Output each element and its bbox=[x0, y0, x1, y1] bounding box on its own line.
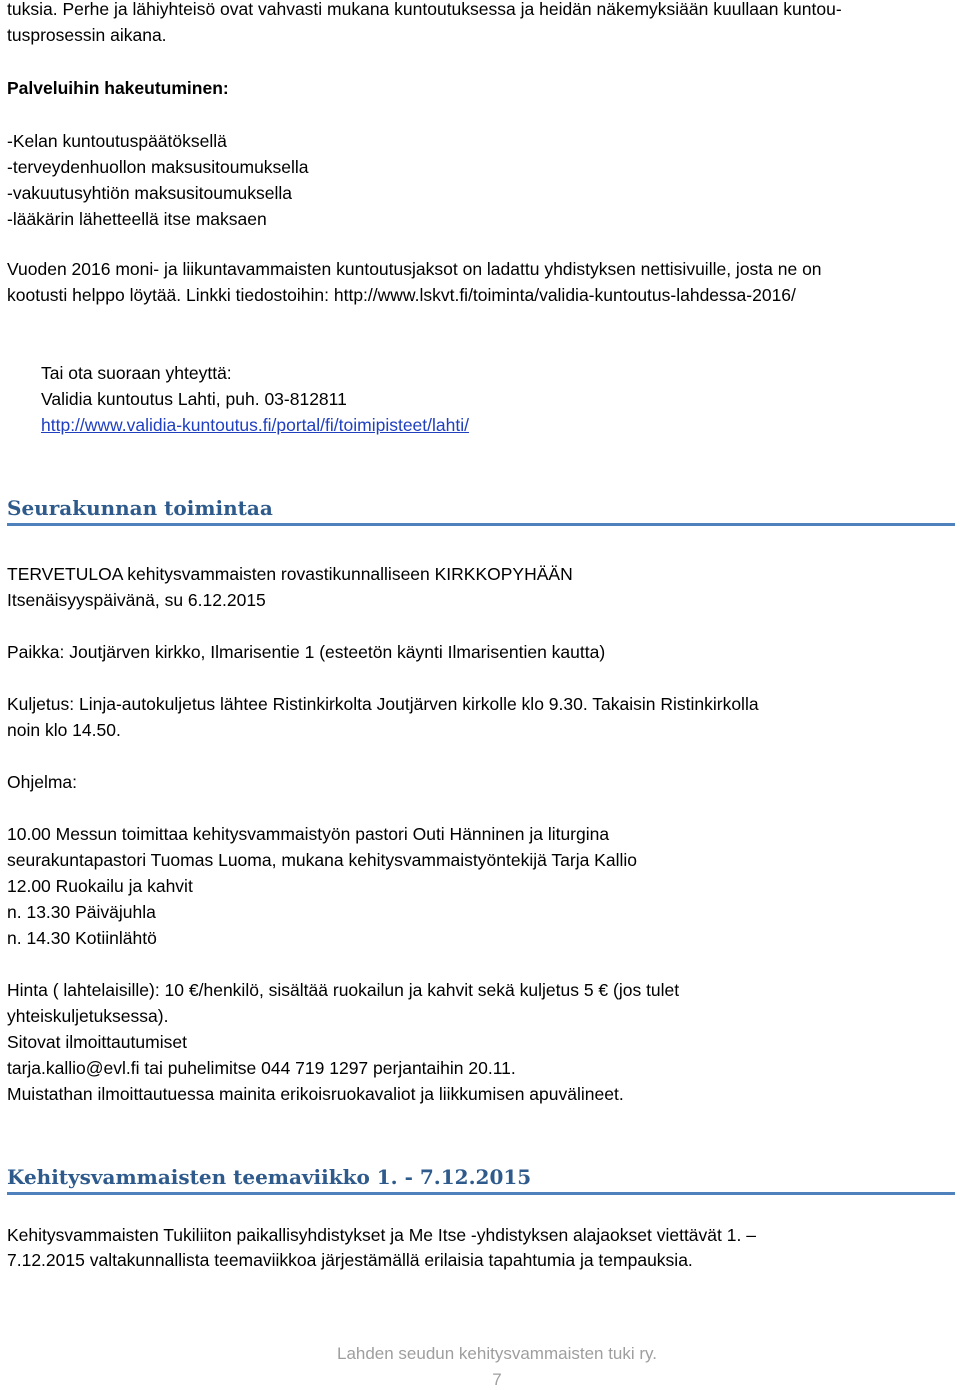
section-heading-church: Seurakunnan toimintaa bbox=[7, 496, 273, 520]
section-heading-theme-week: Kehitysvammaisten teemaviikko 1. - 7.12.2015 bbox=[7, 1165, 532, 1189]
theme-week-line-2: 7.12.2015 valtakunnallista teemaviikkoa järjestämällä erilaisia tapahtumia ja tempauksia. bbox=[7, 1250, 693, 1270]
theme-week-line-1: Kehitysvammaisten Tukiliiton paikallisyhdistykset ja Me Itse -yhdistyksen alajaokset viettävät 1. – bbox=[7, 1225, 756, 1245]
transport-line-1: Kuljetus: Linja-autokuljetus lähtee Ristinkirkolta Joutjärven kirkolle klo 9.30. Takaisin Ristinkirkolla bbox=[7, 694, 759, 714]
program-line: n. 13.30 Päiväjuhla bbox=[7, 902, 156, 922]
program-line: 12.00 Ruokailu ja kahvit bbox=[7, 876, 193, 896]
applying-item: -Kelan kuntoutuspäätöksellä bbox=[7, 131, 227, 151]
program-line: 10.00 Messun toimittaa kehitysvammaistyön pastori Outi Hänninen ja liturgina bbox=[7, 824, 610, 844]
transport-line-2: noin klo 14.50. bbox=[7, 720, 121, 740]
contact-line-2: Validia kuntoutus Lahti, puh. 03-812811 bbox=[41, 389, 347, 409]
footer-organization: Lahden seudun kehitysvammaisten tuki ry. bbox=[336, 1344, 658, 1363]
section-rule bbox=[7, 1192, 955, 1195]
welcome-line-1: TERVETULOA kehitysvammaisten rovastikunnalliseen KIRKKOPYHÄÄN bbox=[7, 564, 573, 584]
intro-line-1: tuksia. Perhe ja lähiyhteisö ovat vahvasti mukana kuntoutuksessa ja heidän näkemyksiään kuullaan kuntou- bbox=[7, 0, 842, 19]
contact-link[interactable]: http://www.validia-kuntoutus.fi/portal/fi/toimipisteet/lahti/ bbox=[41, 415, 469, 435]
applying-paragraph-line-1: Vuoden 2016 moni- ja liikuntavammaisten kuntoutusjaksot on ladattu yhdistyksen nettisivuille, josta ne on bbox=[7, 259, 822, 279]
price-line: Muistathan ilmoittautuessa mainita erikoisruokavaliot ja liikkumisen apuvälineet. bbox=[7, 1084, 624, 1104]
applying-item: -lääkärin lähetteellä itse maksaen bbox=[7, 209, 267, 229]
price-line: Hinta ( lahtelaisille): 10 €/henkilö, sisältää ruokailun ja kahvit sekä kuljetus 5 € (jos tulet bbox=[7, 980, 680, 1000]
applying-paragraph-line-2: kootusti helppo löytää. Linkki tiedostoihin: http://www.lskvt.fi/toiminta/validia-kuntoutus-lahdessa-2016/ bbox=[7, 285, 796, 305]
applying-item: -terveydenhuollon maksusitoumuksella bbox=[7, 157, 309, 177]
contact-line-1: Tai ota suoraan yhteyttä: bbox=[41, 363, 232, 383]
welcome-line-2: Itsenäisyyspäivänä, su 6.12.2015 bbox=[7, 590, 266, 610]
page-number: 7 bbox=[492, 1370, 502, 1389]
price-line: yhteiskuljetuksessa). bbox=[7, 1006, 169, 1026]
applying-item: -vakuutusyhtiön maksusitoumuksella bbox=[7, 183, 292, 203]
place-line: Paikka: Joutjärven kirkko, Ilmarisentie 1 (esteetön käynti Ilmarisentien kautta) bbox=[7, 642, 606, 662]
program-label: Ohjelma: bbox=[7, 772, 78, 792]
section-rule bbox=[7, 523, 955, 526]
price-line: Sitovat ilmoittautumiset bbox=[7, 1032, 187, 1052]
program-line: seurakuntapastori Tuomas Luoma, mukana kehitysvammaistyöntekijä Tarja Kallio bbox=[7, 850, 637, 870]
program-line: n. 14.30 Kotiinlähtö bbox=[7, 928, 157, 948]
applying-heading: Palveluihin hakeutuminen: bbox=[7, 78, 229, 98]
price-line: tarja.kallio@evl.fi tai puhelimitse 044 719 1297 perjantaihin 20.11. bbox=[7, 1058, 516, 1078]
intro-line-2: tusprosessin aikana. bbox=[7, 25, 167, 45]
